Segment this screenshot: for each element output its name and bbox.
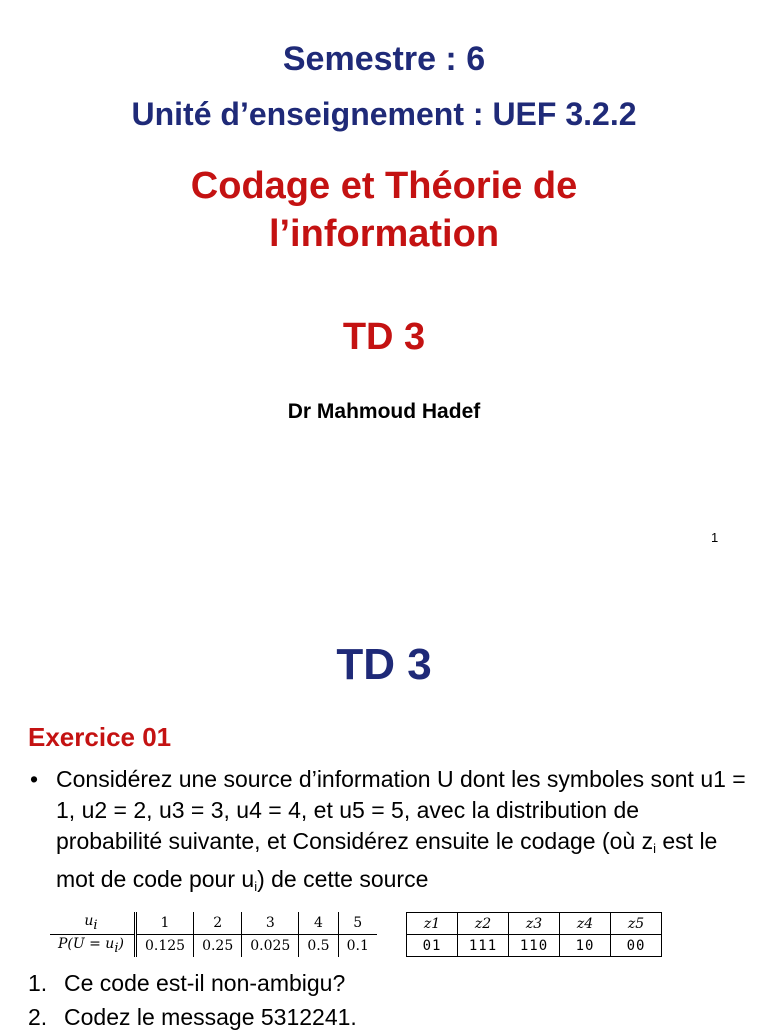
statement-part2: est le mot de code pour u (56, 828, 718, 892)
probability-header: $P(U = u_i)$ (50, 935, 135, 958)
probability-cell: 0.25 (194, 935, 242, 958)
codeword-label: z3 (509, 913, 560, 935)
symbol-cell: 3 (242, 912, 299, 935)
codeword-label: z2 (458, 913, 509, 935)
td-heading: TD 3 (336, 640, 432, 689)
codeword-label-row (407, 913, 662, 935)
probability-cell: 0.1 (346, 938, 369, 954)
course-title-line1: Codage et Théorie de (190, 165, 578, 207)
question-item (28, 1000, 357, 1034)
page-number: 1 (711, 530, 719, 545)
semester-heading: Semestre : 6 (282, 40, 486, 78)
question-item (28, 966, 357, 1000)
codeword-row (407, 935, 662, 957)
unit-heading: Unité d’enseignement : UEF 3.2.2 (131, 96, 637, 132)
codeword-cell: 110 (509, 935, 560, 957)
code-table (406, 912, 662, 957)
td-title: TD 3 (342, 316, 426, 358)
question-text: Codez le message 5312241. (64, 1004, 357, 1030)
probability-cell: 0.5 (299, 935, 338, 958)
codeword-label: z1 (407, 913, 458, 935)
statement-sub2: i (254, 879, 258, 894)
probability-cell: 0.025 (242, 935, 299, 958)
course-title-line2: l’information (268, 213, 500, 255)
codeword-label: z4 (560, 913, 611, 935)
question-number: 2. (28, 1004, 48, 1030)
codeword-label: z5 (611, 913, 662, 935)
exercise-title: Exercice 01 (28, 722, 172, 752)
codeword-cell: 111 (458, 935, 509, 957)
statement-part1: Considérez une source d’information U dont les symboles sont u1 = 1, u2 = 2, u3 = 3, u4 = 4, et u5 = 5, avec la distribution de probabilité suivante, et Considérez ensuite le codage (où z (56, 766, 746, 854)
statement-sub1: i (653, 841, 656, 856)
statement-part3: ) de cette source (257, 866, 429, 892)
symbol-header: $u_i$ (50, 912, 135, 935)
symbol-cell: 5 (338, 912, 377, 935)
probability-row (50, 935, 377, 958)
symbol-cell: 2 (194, 912, 242, 935)
question-number: 1. (28, 970, 48, 996)
symbol-cell: 4 (299, 912, 338, 935)
question-text: Ce code est-il non-ambigu? (64, 970, 346, 996)
probability-table (50, 912, 377, 957)
statement-text (56, 764, 750, 902)
symbol-cell: 1 (135, 912, 193, 935)
bullet-icon: • (30, 766, 39, 792)
codeword-cell: 01 (407, 935, 458, 957)
course-title (0, 162, 768, 258)
probability-cell: 0.125 (135, 935, 193, 958)
symbol-row (50, 912, 377, 935)
author-name: Dr Mahmoud Hadef (287, 400, 481, 423)
codeword-cell: 10 (560, 935, 611, 957)
exercise-statement (30, 764, 750, 902)
codeword-cell: 00 (611, 935, 662, 957)
